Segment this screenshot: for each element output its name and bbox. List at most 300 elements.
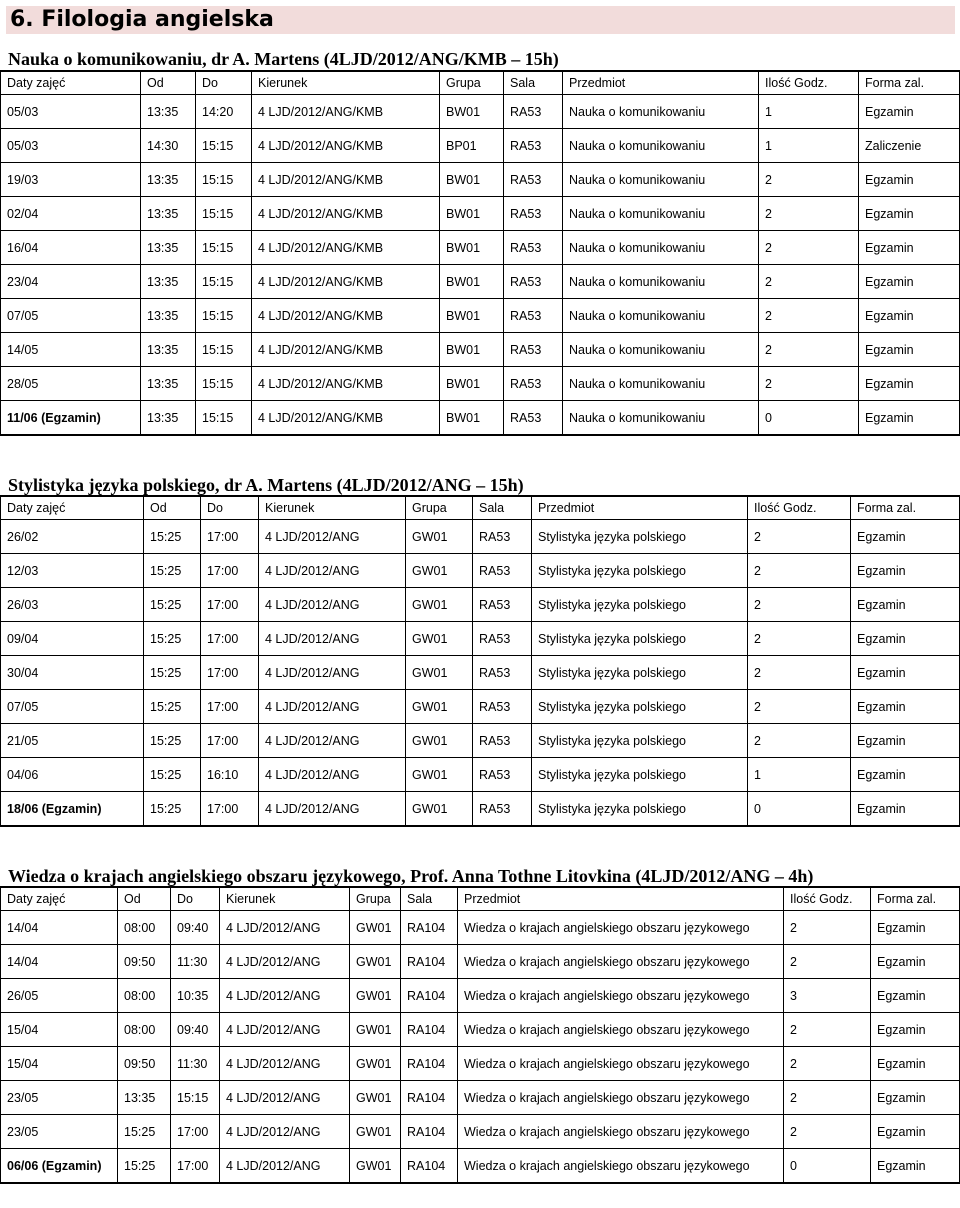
cell-room: RA53: [473, 690, 532, 724]
cell-start: 15:25: [144, 690, 201, 724]
cell-hours: 2: [759, 265, 859, 299]
cell-group: GW01: [350, 1149, 401, 1184]
cell-date: 21/05: [1, 724, 144, 758]
cell-hours: 2: [748, 554, 851, 588]
cell-room: RA53: [504, 333, 563, 367]
cell-start: 15:25: [144, 792, 201, 827]
column-header-group: Grupa: [440, 71, 504, 95]
cell-credit-form: Egzamin: [851, 758, 960, 792]
cell-hours: 0: [759, 401, 859, 436]
cell-room: RA53: [504, 401, 563, 436]
cell-group: BW01: [440, 265, 504, 299]
cell-end: 17:00: [201, 792, 259, 827]
cell-group: GW01: [350, 979, 401, 1013]
cell-subject: Wiedza o krajach angielskiego obszaru językowego: [458, 1013, 784, 1047]
cell-end: 17:00: [201, 724, 259, 758]
cell-subject: Stylistyka języka polskiego: [532, 792, 748, 827]
page-title: 6. Filologia angielska: [6, 6, 955, 34]
cell-subject: Nauka o komunikowaniu: [563, 129, 759, 163]
cell-major: 4 LJD/2012/ANG/KMB: [252, 367, 440, 401]
cell-group: GW01: [406, 690, 473, 724]
cell-credit-form: Egzamin: [859, 401, 960, 436]
cell-hours: 2: [748, 724, 851, 758]
cell-date: 26/05: [1, 979, 118, 1013]
cell-credit-form: Egzamin: [859, 231, 960, 265]
cell-credit-form: Egzamin: [871, 1081, 960, 1115]
cell-start: 15:25: [118, 1115, 171, 1149]
cell-group: BW01: [440, 95, 504, 129]
cell-end: 17:00: [201, 690, 259, 724]
cell-credit-form: Egzamin: [859, 197, 960, 231]
cell-subject: Stylistyka języka polskiego: [532, 520, 748, 554]
column-header-start: Od: [144, 496, 201, 520]
cell-end: 17:00: [201, 588, 259, 622]
cell-hours: 0: [784, 1149, 871, 1184]
table-row: [1, 979, 960, 1013]
cell-end: 15:15: [196, 265, 252, 299]
cell-end: 15:15: [196, 401, 252, 436]
cell-start: 15:25: [144, 758, 201, 792]
column-header-group: Grupa: [406, 496, 473, 520]
cell-start: 15:25: [118, 1149, 171, 1184]
cell-hours: 2: [784, 1013, 871, 1047]
cell-hours: 2: [784, 945, 871, 979]
cell-end: 15:15: [196, 163, 252, 197]
schedule-table-stylistyka: [0, 495, 960, 827]
column-header-hours: Ilość Godz.: [759, 71, 859, 95]
column-header-subject: Przedmiot: [532, 496, 748, 520]
cell-subject: Nauka o komunikowaniu: [563, 333, 759, 367]
cell-group: BW01: [440, 231, 504, 265]
cell-subject: Nauka o komunikowaniu: [563, 163, 759, 197]
cell-major: 4 LJD/2012/ANG/KMB: [252, 265, 440, 299]
cell-credit-form: Egzamin: [851, 588, 960, 622]
cell-subject: Stylistyka języka polskiego: [532, 758, 748, 792]
cell-subject: Nauka o komunikowaniu: [563, 197, 759, 231]
column-header-group: Grupa: [350, 887, 401, 911]
cell-subject: Wiedza o krajach angielskiego obszaru językowego: [458, 1115, 784, 1149]
table-row: [1, 231, 960, 265]
cell-major: 4 LJD/2012/ANG: [259, 724, 406, 758]
cell-end: 15:15: [196, 299, 252, 333]
cell-major: 4 LJD/2012/ANG: [220, 1081, 350, 1115]
cell-start: 15:25: [144, 554, 201, 588]
cell-hours: 0: [748, 792, 851, 827]
cell-room: RA53: [504, 95, 563, 129]
cell-room: RA53: [504, 367, 563, 401]
section-title-wiedza: Wiedza o krajach angielskiego obszaru językowego, Prof. Anna Tothne Litovkina (4LJD/2012/ANG – 4h): [8, 866, 814, 886]
cell-date: 26/03: [1, 588, 144, 622]
cell-hours: 2: [759, 367, 859, 401]
cell-date: 11/06 (Egzamin): [1, 401, 141, 436]
cell-end: 09:40: [171, 911, 220, 945]
cell-group: GW01: [406, 622, 473, 656]
cell-room: RA53: [473, 588, 532, 622]
cell-date: 28/05: [1, 367, 141, 401]
table-row: [1, 367, 960, 401]
column-header-room: Sala: [504, 71, 563, 95]
cell-start: 15:25: [144, 622, 201, 656]
column-header-date: Daty zajęć: [1, 887, 118, 911]
cell-room: RA53: [504, 299, 563, 333]
section-title-stylistyka: Stylistyka języka polskiego, dr A. Martens (4LJD/2012/ANG – 15h): [8, 475, 524, 495]
column-header-end: Do: [171, 887, 220, 911]
column-header-major: Kierunek: [220, 887, 350, 911]
cell-subject: Stylistyka języka polskiego: [532, 588, 748, 622]
cell-credit-form: Egzamin: [871, 945, 960, 979]
cell-credit-form: Egzamin: [871, 1047, 960, 1081]
cell-date: 14/04: [1, 911, 118, 945]
cell-start: 08:00: [118, 911, 171, 945]
cell-major: 4 LJD/2012/ANG/KMB: [252, 401, 440, 436]
cell-group: GW01: [406, 588, 473, 622]
cell-group: GW01: [406, 554, 473, 588]
column-header-major: Kierunek: [259, 496, 406, 520]
cell-date: 23/04: [1, 265, 141, 299]
schedule-table-wiedza: [0, 886, 960, 1184]
cell-group: GW01: [350, 1047, 401, 1081]
cell-subject: Wiedza o krajach angielskiego obszaru językowego: [458, 1081, 784, 1115]
cell-room: RA53: [473, 622, 532, 656]
table-row: [1, 690, 960, 724]
cell-credit-form: Egzamin: [871, 979, 960, 1013]
table-row: [1, 299, 960, 333]
cell-credit-form: Egzamin: [859, 163, 960, 197]
cell-room: RA53: [473, 656, 532, 690]
column-header-subject: Przedmiot: [563, 71, 759, 95]
column-header-hours: Ilość Godz.: [748, 496, 851, 520]
cell-room: RA104: [401, 1081, 458, 1115]
cell-credit-form: Egzamin: [851, 690, 960, 724]
table-row: [1, 758, 960, 792]
cell-credit-form: Egzamin: [859, 299, 960, 333]
cell-end: 17:00: [201, 622, 259, 656]
cell-room: RA104: [401, 945, 458, 979]
cell-end: 15:15: [196, 231, 252, 265]
cell-start: 13:35: [141, 231, 196, 265]
table-header-row: [1, 496, 960, 520]
cell-group: BW01: [440, 401, 504, 436]
cell-subject: Nauka o komunikowaniu: [563, 95, 759, 129]
column-header-room: Sala: [401, 887, 458, 911]
table-row: [1, 554, 960, 588]
cell-start: 13:35: [141, 95, 196, 129]
cell-credit-form: Egzamin: [859, 265, 960, 299]
schedule-table-nauka: [0, 70, 960, 436]
cell-major: 4 LJD/2012/ANG/KMB: [252, 197, 440, 231]
cell-group: GW01: [406, 520, 473, 554]
cell-start: 13:35: [141, 299, 196, 333]
column-header-room: Sala: [473, 496, 532, 520]
cell-end: 15:15: [196, 129, 252, 163]
cell-end: 15:15: [196, 197, 252, 231]
table-row: [1, 197, 960, 231]
cell-room: RA104: [401, 1047, 458, 1081]
cell-group: GW01: [350, 1115, 401, 1149]
cell-date: 09/04: [1, 622, 144, 656]
cell-credit-form: Egzamin: [851, 656, 960, 690]
cell-room: RA53: [504, 265, 563, 299]
cell-major: 4 LJD/2012/ANG: [220, 1047, 350, 1081]
cell-credit-form: Egzamin: [859, 333, 960, 367]
cell-major: 4 LJD/2012/ANG/KMB: [252, 333, 440, 367]
cell-room: RA104: [401, 911, 458, 945]
cell-start: 15:25: [144, 588, 201, 622]
cell-end: 15:15: [196, 367, 252, 401]
table-row: [1, 401, 960, 436]
cell-credit-form: Egzamin: [851, 520, 960, 554]
cell-group: BW01: [440, 163, 504, 197]
cell-subject: Nauka o komunikowaniu: [563, 299, 759, 333]
cell-group: BW01: [440, 333, 504, 367]
cell-end: 17:00: [201, 656, 259, 690]
table-row: [1, 265, 960, 299]
cell-group: GW01: [350, 945, 401, 979]
cell-date: 18/06 (Egzamin): [1, 792, 144, 827]
cell-subject: Wiedza o krajach angielskiego obszaru językowego: [458, 979, 784, 1013]
cell-end: 14:20: [196, 95, 252, 129]
cell-start: 13:35: [141, 401, 196, 436]
cell-end: 17:00: [201, 554, 259, 588]
cell-subject: Nauka o komunikowaniu: [563, 367, 759, 401]
cell-start: 13:35: [141, 265, 196, 299]
cell-date: 23/05: [1, 1115, 118, 1149]
column-header-subject: Przedmiot: [458, 887, 784, 911]
cell-start: 13:35: [141, 367, 196, 401]
table-row: [1, 792, 960, 827]
cell-end: 17:00: [201, 520, 259, 554]
cell-subject: Wiedza o krajach angielskiego obszaru językowego: [458, 945, 784, 979]
cell-subject: Wiedza o krajach angielskiego obszaru językowego: [458, 1149, 784, 1184]
table-row: [1, 95, 960, 129]
cell-major: 4 LJD/2012/ANG/KMB: [252, 129, 440, 163]
cell-date: 07/05: [1, 690, 144, 724]
table-row: [1, 656, 960, 690]
cell-group: BW01: [440, 197, 504, 231]
cell-room: RA53: [504, 231, 563, 265]
cell-date: 14/05: [1, 333, 141, 367]
cell-subject: Wiedza o krajach angielskiego obszaru językowego: [458, 1047, 784, 1081]
cell-hours: 1: [759, 129, 859, 163]
cell-room: RA53: [504, 129, 563, 163]
cell-major: 4 LJD/2012/ANG: [259, 554, 406, 588]
cell-start: 08:00: [118, 1013, 171, 1047]
cell-room: RA104: [401, 1013, 458, 1047]
cell-date: 05/03: [1, 95, 141, 129]
cell-start: 15:25: [144, 520, 201, 554]
cell-end: 16:10: [201, 758, 259, 792]
cell-hours: 2: [759, 333, 859, 367]
cell-start: 09:50: [118, 1047, 171, 1081]
cell-end: 09:40: [171, 1013, 220, 1047]
cell-room: RA53: [473, 724, 532, 758]
cell-room: RA53: [473, 792, 532, 827]
cell-major: 4 LJD/2012/ANG/KMB: [252, 299, 440, 333]
cell-date: 07/05: [1, 299, 141, 333]
column-header-date: Daty zajęć: [1, 71, 141, 95]
cell-room: RA104: [401, 979, 458, 1013]
cell-subject: Stylistyka języka polskiego: [532, 724, 748, 758]
cell-credit-form: Egzamin: [859, 367, 960, 401]
table-row: [1, 1081, 960, 1115]
cell-end: 11:30: [171, 1047, 220, 1081]
table-row: [1, 911, 960, 945]
column-header-major: Kierunek: [252, 71, 440, 95]
cell-hours: 1: [748, 758, 851, 792]
cell-credit-form: Egzamin: [871, 1149, 960, 1184]
table-row: [1, 333, 960, 367]
cell-date: 02/04: [1, 197, 141, 231]
column-header-credit-form: Forma zal.: [871, 887, 960, 911]
cell-credit-form: Egzamin: [871, 911, 960, 945]
cell-hours: 2: [748, 622, 851, 656]
cell-major: 4 LJD/2012/ANG: [259, 690, 406, 724]
cell-start: 08:00: [118, 979, 171, 1013]
column-header-start: Od: [118, 887, 171, 911]
cell-hours: 3: [784, 979, 871, 1013]
cell-major: 4 LJD/2012/ANG: [220, 1149, 350, 1184]
cell-hours: 2: [784, 1081, 871, 1115]
column-header-credit-form: Forma zal.: [851, 496, 960, 520]
cell-hours: 2: [748, 588, 851, 622]
cell-start: 15:25: [144, 724, 201, 758]
cell-credit-form: Egzamin: [851, 622, 960, 656]
cell-subject: Nauka o komunikowaniu: [563, 265, 759, 299]
cell-credit-form: Egzamin: [871, 1013, 960, 1047]
cell-date: 14/04: [1, 945, 118, 979]
cell-start: 13:35: [118, 1081, 171, 1115]
cell-date: 16/04: [1, 231, 141, 265]
cell-end: 15:15: [171, 1081, 220, 1115]
table-row: [1, 588, 960, 622]
column-header-date: Daty zajęć: [1, 496, 144, 520]
section-title-nauka: Nauka o komunikowaniu, dr A. Martens (4LJD/2012/ANG/KMB – 15h): [8, 49, 559, 69]
cell-major: 4 LJD/2012/ANG/KMB: [252, 231, 440, 265]
cell-date: 23/05: [1, 1081, 118, 1115]
cell-group: GW01: [406, 656, 473, 690]
cell-major: 4 LJD/2012/ANG/KMB: [252, 163, 440, 197]
cell-hours: 2: [759, 231, 859, 265]
cell-start: 13:35: [141, 197, 196, 231]
cell-major: 4 LJD/2012/ANG: [220, 1013, 350, 1047]
cell-start: 13:35: [141, 163, 196, 197]
cell-start: 09:50: [118, 945, 171, 979]
cell-group: BP01: [440, 129, 504, 163]
table-row: [1, 622, 960, 656]
cell-start: 13:35: [141, 333, 196, 367]
table-header-row: [1, 71, 960, 95]
cell-end: 17:00: [171, 1115, 220, 1149]
cell-major: 4 LJD/2012/ANG: [259, 622, 406, 656]
cell-major: 4 LJD/2012/ANG: [220, 911, 350, 945]
cell-room: RA53: [473, 554, 532, 588]
cell-group: BW01: [440, 299, 504, 333]
cell-credit-form: Egzamin: [859, 95, 960, 129]
cell-subject: Stylistyka języka polskiego: [532, 690, 748, 724]
cell-start: 14:30: [141, 129, 196, 163]
cell-hours: 2: [759, 299, 859, 333]
cell-hours: 2: [748, 520, 851, 554]
cell-date: 26/02: [1, 520, 144, 554]
cell-credit-form: Zaliczenie: [859, 129, 960, 163]
table-row: [1, 1047, 960, 1081]
cell-group: GW01: [350, 1013, 401, 1047]
table-row: [1, 129, 960, 163]
cell-hours: 2: [784, 1047, 871, 1081]
cell-date: 15/04: [1, 1013, 118, 1047]
cell-hours: 2: [748, 690, 851, 724]
cell-major: 4 LJD/2012/ANG: [259, 588, 406, 622]
cell-credit-form: Egzamin: [871, 1115, 960, 1149]
cell-room: RA104: [401, 1115, 458, 1149]
cell-date: 12/03: [1, 554, 144, 588]
table-row: [1, 945, 960, 979]
table-header-row: [1, 887, 960, 911]
cell-hours: 2: [748, 656, 851, 690]
cell-subject: Nauka o komunikowaniu: [563, 401, 759, 436]
cell-date: 19/03: [1, 163, 141, 197]
cell-room: RA53: [504, 197, 563, 231]
cell-end: 10:35: [171, 979, 220, 1013]
column-header-start: Od: [141, 71, 196, 95]
cell-credit-form: Egzamin: [851, 554, 960, 588]
cell-subject: Stylistyka języka polskiego: [532, 554, 748, 588]
cell-date: 30/04: [1, 656, 144, 690]
cell-group: GW01: [406, 724, 473, 758]
column-header-credit-form: Forma zal.: [859, 71, 960, 95]
column-header-end: Do: [196, 71, 252, 95]
table-row: [1, 724, 960, 758]
cell-subject: Stylistyka języka polskiego: [532, 622, 748, 656]
cell-group: GW01: [350, 911, 401, 945]
cell-hours: 2: [759, 163, 859, 197]
table-row: [1, 1115, 960, 1149]
cell-group: BW01: [440, 367, 504, 401]
table-row: [1, 1149, 960, 1184]
cell-hours: 2: [784, 911, 871, 945]
cell-hours: 2: [784, 1115, 871, 1149]
cell-credit-form: Egzamin: [851, 724, 960, 758]
cell-major: 4 LJD/2012/ANG: [220, 945, 350, 979]
table-row: [1, 1013, 960, 1047]
table-row: [1, 163, 960, 197]
cell-group: GW01: [350, 1081, 401, 1115]
cell-room: RA53: [473, 758, 532, 792]
cell-group: GW01: [406, 758, 473, 792]
column-header-hours: Ilość Godz.: [784, 887, 871, 911]
cell-major: 4 LJD/2012/ANG: [220, 1115, 350, 1149]
cell-end: 17:00: [171, 1149, 220, 1184]
cell-major: 4 LJD/2012/ANG: [220, 979, 350, 1013]
cell-date: 04/06: [1, 758, 144, 792]
cell-date: 05/03: [1, 129, 141, 163]
cell-room: RA53: [504, 163, 563, 197]
cell-subject: Nauka o komunikowaniu: [563, 231, 759, 265]
cell-room: RA104: [401, 1149, 458, 1184]
cell-credit-form: Egzamin: [851, 792, 960, 827]
cell-end: 11:30: [171, 945, 220, 979]
cell-date: 06/06 (Egzamin): [1, 1149, 118, 1184]
cell-subject: Wiedza o krajach angielskiego obszaru językowego: [458, 911, 784, 945]
cell-hours: 2: [759, 197, 859, 231]
column-header-end: Do: [201, 496, 259, 520]
cell-date: 15/04: [1, 1047, 118, 1081]
cell-major: 4 LJD/2012/ANG/KMB: [252, 95, 440, 129]
cell-start: 15:25: [144, 656, 201, 690]
cell-major: 4 LJD/2012/ANG: [259, 792, 406, 827]
cell-subject: Stylistyka języka polskiego: [532, 656, 748, 690]
cell-hours: 1: [759, 95, 859, 129]
